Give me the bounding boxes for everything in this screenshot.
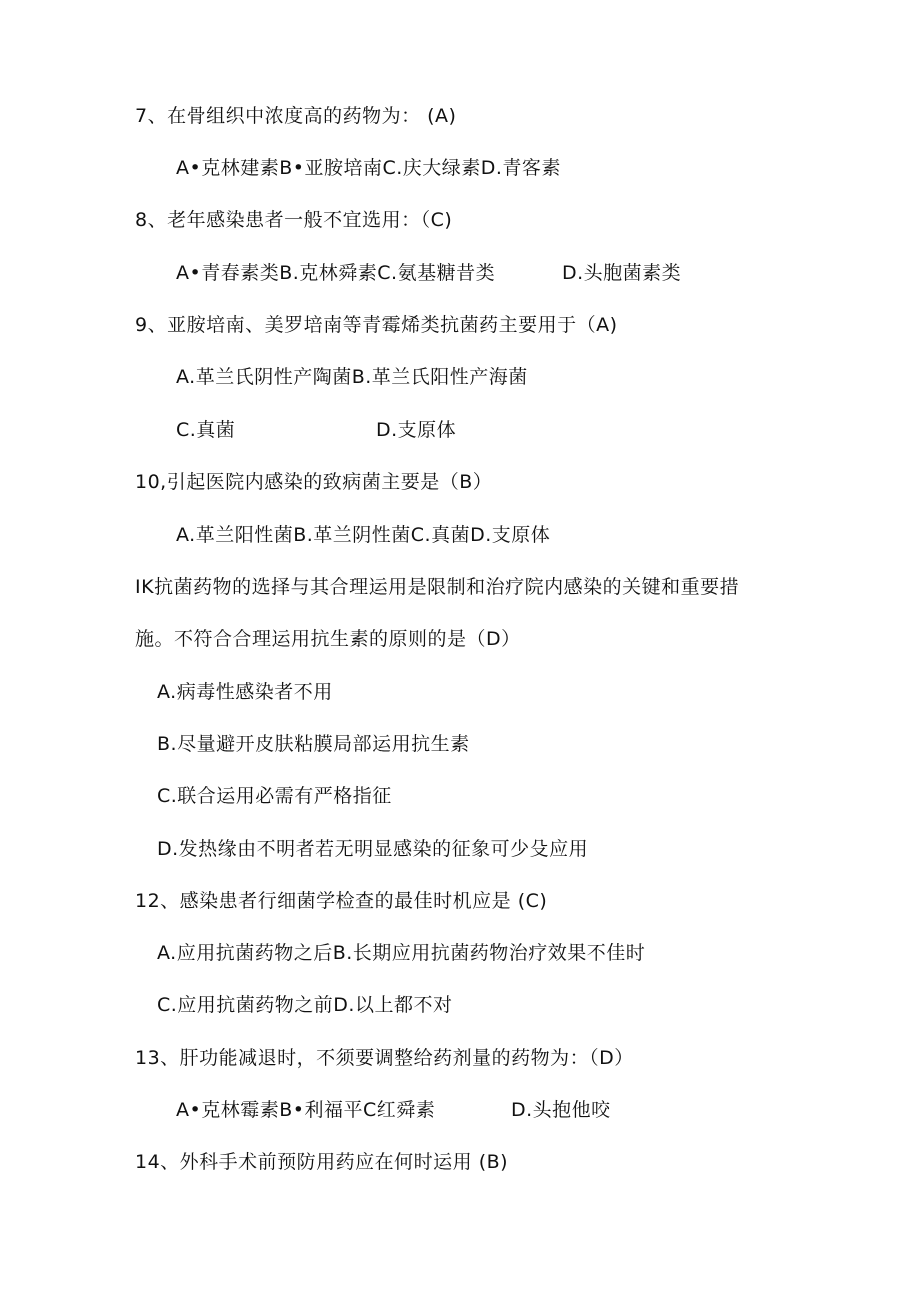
question-13-option-d: D.头抱他咬 (511, 1099, 611, 1121)
question-14: 14、外科手术前预防用药应在何时运用 (B) (135, 1151, 509, 1173)
question-9: 9、亚胺培南、美罗培南等青霉烯类抗菌药主要用于（A) (135, 314, 618, 336)
question-9-options-ab: A.革兰氏阴性产陶菌B.革兰氏阳性产海菌 (176, 366, 528, 388)
question-8: 8、老年感染患者一般不宜选用：（C) (135, 209, 453, 231)
question-10: 10,引起医院内感染的致病菌主要是（B） (135, 471, 493, 493)
question-12-options-ab: A.应用抗菌药物之后B.长期应用抗菌药物治疗效果不佳时 (157, 942, 646, 964)
question-13: 13、肝功能减退时，不须要调整给药剂量的药物为：（D） (135, 1047, 634, 1069)
question-7-options: A•克林建素B•亚胺培南C.庆大绿素D.青客素 (176, 157, 561, 179)
question-11-option-a: A.病毒性感染者不用 (157, 681, 333, 703)
question-8-options-abc: A•青春素类B.克林舜素C.氨基糖昔类 (176, 262, 496, 284)
question-9-option-d: D.支原体 (376, 419, 457, 441)
question-11-option-d: D.发热缘由不明者若无明显感染的征象可少殳应用 (157, 838, 589, 860)
question-11-option-c: C.联合运用必需有严格指征 (157, 785, 392, 807)
question-11-option-b: B.尽量避开皮肤粘膜局部运用抗生素 (157, 733, 470, 755)
question-13-options-abc: A•克林霉素B•利福平C红舜素 (176, 1099, 436, 1121)
question-9-option-c: C.真菌 (176, 419, 236, 441)
question-12-options-cd: C.应用抗菌药物之前D.以上都不对 (157, 994, 453, 1016)
question-11-line-2: 施。不符合合理运用抗生素的原则的是（D） (135, 628, 521, 650)
question-11-line-1: IK抗菌药物的选择与其合理运用是限制和治疗院内感染的关键和重要措 (135, 576, 740, 598)
question-12: 12、感染患者行细菌学检查的最佳时机应是 (C) (135, 890, 548, 912)
question-10-options: A.革兰阳性菌B.革兰阴性菌C.真菌D.支原体 (176, 524, 551, 546)
question-8-option-d: D.头胞菌素类 (562, 262, 682, 284)
question-7: 7、在骨组织中浓度高的药物为： (A) (135, 105, 457, 127)
